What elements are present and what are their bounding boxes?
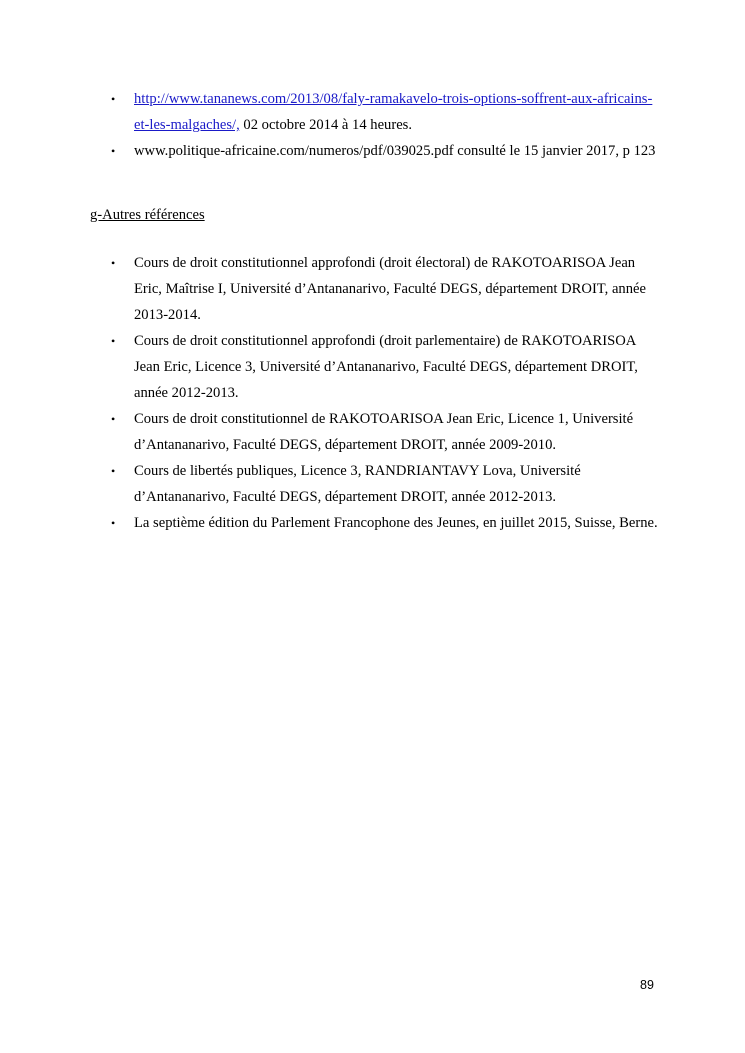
page-number: 89	[640, 978, 654, 992]
list-item	[111, 458, 664, 510]
bullet-icon: •	[111, 256, 116, 270]
bullet-icon: •	[111, 464, 116, 478]
bullet-icon: •	[111, 412, 116, 426]
list-item	[111, 138, 664, 164]
reference-date: 02 octobre 2014 à 14 heures.	[239, 117, 413, 133]
web-references-list	[111, 86, 664, 164]
reference-text: Cours de droit constitutionnel de RAKOTOARISOA Jean Eric, Licence 1, Université d’Antananarivo, Faculté DEGS, département DROIT, année 2009-2010.	[134, 411, 634, 453]
reference-text: La septième édition du Parlement Francophone des Jeunes, en juillet 2015, Suisse, Berne.	[134, 515, 658, 531]
reference-text: Cours de libertés publiques, Licence 3, RANDRIANTAVY Lova, Université d’Antananarivo, Faculté DEGS, département DROIT, année 2012-2013.	[134, 463, 581, 505]
reference-text: Cours de droit constitutionnel approfondi (droit électoral) de RAKOTOARISOA Jean Eric, Maîtrise I, Université d’Antananarivo, Faculté DEGS, département DROIT, année 2013-2014.	[134, 255, 646, 323]
section-heading: g-Autres références	[90, 207, 205, 223]
bullet-icon: •	[111, 334, 116, 348]
reference-text: Cours de droit constitutionnel approfondi (droit parlementaire) de RAKOTOARISOA Jean Eric, Licence 3, Université d’Antananarivo, Faculté DEGS, département DROIT, année 2012-2013.	[134, 333, 638, 401]
list-item	[111, 328, 664, 406]
reference-link[interactable]: http://www.tananews.com/2013/08/faly-ramakavelo-trois-options-soffrent-aux-africains-et-les-malgaches/,	[134, 91, 653, 133]
list-item	[111, 406, 664, 458]
bullet-icon: •	[111, 92, 116, 106]
bullet-icon: •	[111, 516, 116, 530]
list-item	[111, 250, 664, 328]
bullet-icon: •	[111, 144, 116, 158]
list-item	[111, 86, 664, 138]
list-item	[111, 510, 664, 536]
reference-text: www.politique-africaine.com/numeros/pdf/039025.pdf consulté le 15 janvier 2017, p 123	[134, 143, 656, 159]
other-references-list	[111, 250, 664, 536]
